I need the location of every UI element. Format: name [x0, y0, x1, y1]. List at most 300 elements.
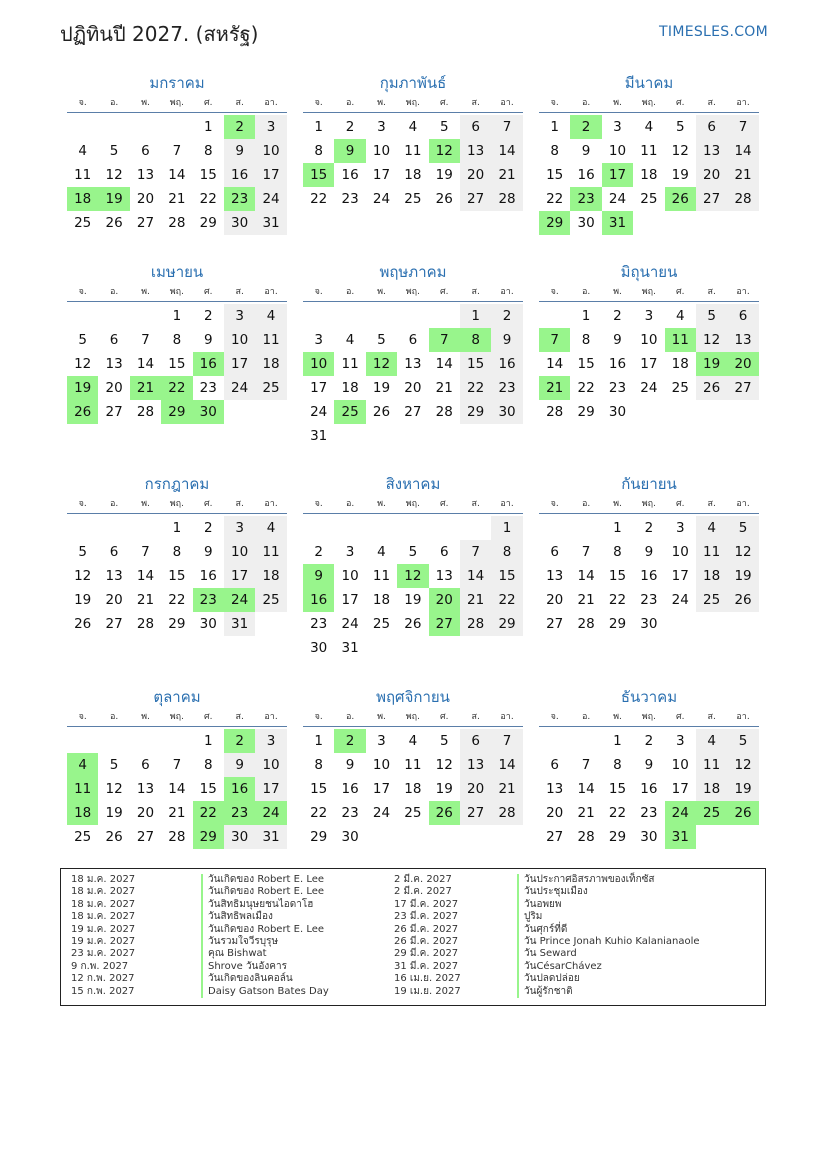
weekday-header [303, 708, 523, 727]
weekday-label: พฤ. [641, 98, 656, 108]
day-cell: 16 [491, 352, 522, 376]
weekday-header [539, 495, 759, 514]
day-cell: 14 [577, 781, 595, 797]
day-cell: 23 [640, 805, 658, 821]
empty-cell [130, 729, 161, 753]
day-cell: 7 [172, 757, 182, 773]
day-cell: 5 [439, 119, 449, 135]
weekday-label: อ. [345, 287, 355, 297]
day-cell: 27 [105, 404, 123, 420]
day-cell: 6 [460, 729, 491, 753]
day-cell: 9 [345, 757, 355, 773]
day-cell: 19 [404, 592, 422, 608]
month-name: สิงหาคม [385, 475, 441, 493]
day-cell: 1 [491, 516, 522, 540]
day-cell: 24 [310, 404, 328, 420]
day-cell: 21 [491, 777, 522, 801]
day-cell: 4 [644, 119, 654, 135]
month-name: พฤศจิกายน [376, 688, 450, 706]
holiday-day-cell: 29 [539, 211, 570, 235]
day-cell: 19 [435, 167, 453, 183]
weekday-label: อา. [264, 712, 278, 722]
day-cell: 13 [460, 753, 491, 777]
day-cell: 7 [460, 540, 491, 564]
day-cell: 22 [310, 191, 328, 207]
legend-date: 19 ม.ค. 2027 [71, 923, 136, 935]
day-cell: 8 [550, 143, 559, 159]
day-cell: 28 [136, 616, 155, 632]
legend-holiday-name: วันผู้รักชาติ [517, 986, 573, 998]
weekday-label: ศ. [439, 499, 449, 509]
day-cell: 21 [168, 191, 186, 207]
day-cell: 13 [546, 781, 564, 797]
holiday-day-cell: 26 [67, 400, 98, 424]
day-cell: 3 [675, 733, 685, 749]
weekday-label: อ. [345, 712, 355, 722]
day-cell: 10 [671, 544, 689, 560]
day-cell: 26 [727, 588, 758, 612]
empty-cell [460, 516, 491, 540]
day-cell: 10 [372, 143, 391, 159]
day-cell: 14 [491, 139, 522, 163]
day-cell: 11 [255, 540, 286, 564]
day-cell: 28 [491, 801, 522, 825]
day-cell: 31 [255, 825, 286, 849]
weekday-label: พ. [613, 712, 622, 722]
day-cell: 3 [345, 544, 355, 560]
day-cell: 24 [640, 380, 658, 396]
day-cell: 15 [199, 781, 217, 797]
day-cell: 1 [460, 304, 491, 328]
day-cell: 1 [314, 119, 323, 135]
weekday-label: พ. [613, 98, 622, 108]
legend-holiday-name: วันอพยพ [517, 899, 562, 911]
weekday-label: จ. [314, 712, 323, 722]
day-cell: 6 [141, 757, 150, 773]
empty-cell [397, 516, 428, 540]
day-cell: 28 [136, 404, 155, 420]
day-cell: 27 [404, 404, 422, 420]
day-cell: 27 [136, 829, 155, 845]
month-block [303, 261, 523, 448]
day-cell: 9 [203, 544, 213, 560]
day-cell: 9 [613, 332, 622, 348]
day-cell: 9 [581, 143, 591, 159]
day-cell: 2 [644, 520, 654, 536]
weekday-label: อา. [500, 499, 514, 509]
day-cell: 30 [224, 211, 255, 235]
day-cell: 14 [168, 167, 186, 183]
weekday-label: จ. [314, 98, 323, 108]
day-cell: 17 [310, 380, 328, 396]
holiday-day-cell: 11 [665, 328, 696, 352]
day-cell: 18 [640, 167, 658, 183]
day-cell: 4 [255, 516, 286, 540]
day-cell: 24 [224, 376, 255, 400]
day-cell: 26 [105, 215, 123, 231]
day-cell: 6 [460, 115, 491, 139]
holiday-day-cell: 7 [429, 328, 460, 352]
day-cell: 13 [696, 139, 727, 163]
legend-holiday-name: วันสิทธิพลเมือง [201, 911, 273, 923]
month-name: ตุลาคม [153, 688, 201, 706]
day-cell: 16 [199, 568, 217, 584]
day-cell: 25 [404, 191, 422, 207]
holiday-day-cell: 19 [98, 187, 129, 211]
weekday-label: ส. [707, 98, 716, 108]
day-grid [539, 729, 759, 849]
legend-date: 2 มี.ค. 2027 [394, 874, 452, 885]
day-cell: 16 [341, 167, 359, 183]
weekday-label: ส. [471, 499, 480, 509]
day-cell: 11 [341, 356, 359, 372]
day-cell: 16 [640, 781, 658, 797]
day-cell: 30 [577, 215, 595, 231]
day-cell: 6 [408, 332, 418, 348]
month-name: เมษายน [150, 263, 204, 281]
weekday-label: พฤ. [405, 287, 420, 297]
month-block [303, 72, 523, 211]
legend-date: 12 ก.พ. 2027 [71, 973, 135, 985]
site-brand[interactable]: TIMESLES.COM [659, 24, 768, 40]
weekday-label: ศ. [675, 98, 685, 108]
legend-date: 2 มี.ค. 2027 [394, 886, 452, 898]
day-cell: 10 [224, 540, 255, 564]
holiday-day-cell: 23 [224, 801, 255, 825]
weekday-label: อา. [500, 287, 514, 297]
holiday-day-cell: 12 [397, 564, 428, 588]
day-cell: 19 [372, 380, 391, 396]
day-cell: 27 [546, 616, 564, 632]
day-cell: 3 [675, 520, 685, 536]
day-cell: 20 [105, 380, 123, 396]
day-cell: 4 [675, 308, 685, 324]
day-cell: 29 [608, 829, 627, 845]
day-cell: 17 [671, 568, 689, 584]
day-cell: 4 [345, 332, 355, 348]
weekday-label: จ. [314, 499, 323, 509]
day-cell: 11 [640, 143, 658, 159]
holiday-day-cell: 16 [193, 352, 224, 376]
month-name: มีนาคม [624, 74, 674, 92]
weekday-label: ศ. [675, 712, 685, 722]
day-cell: 27 [460, 801, 491, 825]
empty-cell [366, 516, 397, 540]
day-cell: 2 [345, 119, 355, 135]
day-cell: 14 [491, 753, 522, 777]
day-cell: 1 [581, 308, 591, 324]
weekday-label: อ. [581, 499, 591, 509]
empty-cell [334, 304, 365, 328]
day-cell: 15 [608, 568, 627, 584]
month-block [67, 72, 287, 235]
day-cell: 25 [74, 215, 92, 231]
empty-cell [539, 516, 570, 540]
day-cell: 9 [644, 757, 654, 773]
weekday-label: อา. [736, 499, 750, 509]
holiday-day-cell: 4 [67, 753, 98, 777]
day-cell: 5 [439, 733, 449, 749]
day-grid [303, 729, 523, 849]
holiday-day-cell: 15 [303, 163, 334, 187]
weekday-label: อา. [264, 98, 278, 108]
legend-date: 16 เม.ย. 2027 [394, 973, 461, 985]
day-grid [303, 115, 523, 211]
day-cell: 4 [255, 304, 286, 328]
day-cell: 27 [136, 215, 155, 231]
day-cell: 14 [460, 564, 491, 588]
day-cell: 29 [199, 215, 217, 231]
weekday-label: พฤ. [169, 712, 184, 722]
day-cell: 6 [439, 544, 449, 560]
day-cell: 13 [546, 568, 564, 584]
day-cell: 22 [310, 805, 328, 821]
holiday-day-cell: 19 [67, 376, 98, 400]
day-cell: 15 [168, 568, 186, 584]
empty-cell [570, 729, 601, 753]
day-cell: 22 [608, 805, 627, 821]
holiday-day-cell: 29 [193, 825, 224, 849]
day-cell: 13 [105, 568, 123, 584]
weekday-label: พ. [377, 287, 386, 297]
day-cell: 7 [141, 332, 150, 348]
weekday-label: จ. [78, 712, 87, 722]
month-block [303, 473, 523, 660]
day-cell: 19 [435, 781, 453, 797]
legend-holiday-name: ปูริม [517, 911, 542, 923]
legend-holiday-name: วัน Prince Jonah Kuhio Kalanianaole [517, 936, 700, 948]
day-cell: 3 [255, 729, 286, 753]
empty-cell [98, 304, 129, 328]
day-cell: 13 [404, 356, 422, 372]
holiday-day-cell: 18 [67, 801, 98, 825]
day-cell: 31 [255, 211, 286, 235]
day-cell: 6 [550, 544, 559, 560]
day-cell: 29 [460, 400, 491, 424]
day-cell: 18 [404, 781, 422, 797]
day-cell: 2 [491, 304, 522, 328]
day-grid [67, 304, 287, 424]
day-cell: 19 [671, 167, 689, 183]
weekday-header [539, 708, 759, 727]
month-block [67, 473, 287, 636]
empty-cell [98, 516, 129, 540]
day-cell: 6 [727, 304, 758, 328]
day-cell: 13 [727, 328, 758, 352]
weekday-label: พฤ. [405, 712, 420, 722]
weekday-label: ส. [471, 287, 480, 297]
day-cell: 26 [105, 829, 123, 845]
weekday-label: ส. [235, 499, 244, 509]
day-cell: 11 [74, 167, 92, 183]
weekday-label: ส. [235, 287, 244, 297]
weekday-label: อ. [581, 712, 591, 722]
empty-cell [303, 304, 334, 328]
weekday-header [539, 283, 759, 302]
holiday-day-cell: 21 [130, 376, 161, 400]
weekday-header [303, 495, 523, 514]
day-cell: 31 [224, 612, 255, 636]
empty-cell [397, 304, 428, 328]
day-cell: 19 [727, 564, 758, 588]
day-cell: 15 [608, 781, 627, 797]
day-cell: 12 [105, 781, 123, 797]
day-cell: 24 [372, 191, 391, 207]
month-name: กุมภาพันธ์ [379, 74, 447, 92]
day-cell: 8 [613, 544, 622, 560]
day-cell: 2 [314, 544, 323, 560]
day-cell: 28 [491, 187, 522, 211]
legend-holiday-name: Shrove วันอังคาร [201, 961, 287, 973]
day-cell: 23 [341, 805, 359, 821]
weekday-label: จ. [550, 287, 559, 297]
empty-cell [67, 729, 98, 753]
holiday-day-cell: 2 [334, 729, 365, 753]
legend-date: 26 มี.ค. 2027 [394, 936, 459, 947]
weekday-label: พฤ. [169, 287, 184, 297]
legend-date: 15 ก.พ. 2027 [71, 985, 135, 997]
day-cell: 30 [310, 640, 328, 656]
month-name: กรกฎาคม [144, 475, 210, 493]
day-cell: 30 [224, 825, 255, 849]
day-cell: 21 [727, 163, 758, 187]
holiday-day-cell: 24 [224, 588, 255, 612]
legend-date: 17 มี.ค. 2027 [394, 898, 459, 910]
weekday-label: อา. [736, 98, 750, 108]
day-cell: 4 [78, 143, 87, 159]
legend-date: 19 ม.ค. 2027 [71, 936, 136, 947]
day-cell: 27 [727, 376, 758, 400]
day-cell: 31 [310, 428, 328, 444]
empty-cell [67, 304, 98, 328]
day-cell: 7 [491, 115, 522, 139]
day-cell: 5 [696, 304, 727, 328]
day-cell: 23 [310, 616, 328, 632]
day-cell: 8 [314, 143, 323, 159]
day-cell: 1 [172, 308, 182, 324]
day-cell: 5 [727, 516, 758, 540]
weekday-label: อา. [500, 712, 514, 722]
weekday-label: อ. [581, 98, 591, 108]
day-cell: 25 [255, 588, 286, 612]
legend-holiday-name: วันประชุมเมือง [517, 886, 588, 898]
weekday-label: พ. [141, 98, 150, 108]
day-grid [539, 115, 759, 235]
weekday-label: ศ. [203, 499, 213, 509]
day-cell: 3 [314, 332, 323, 348]
month-block [539, 686, 759, 849]
day-grid [539, 516, 759, 636]
day-cell: 12 [727, 753, 758, 777]
day-cell: 14 [727, 139, 758, 163]
day-cell: 9 [644, 544, 654, 560]
weekday-label: จ. [550, 499, 559, 509]
empty-cell [67, 516, 98, 540]
day-cell: 25 [404, 805, 422, 821]
holiday-day-cell: 19 [696, 352, 727, 376]
day-cell: 15 [168, 356, 186, 372]
holiday-day-cell: 17 [602, 163, 633, 187]
weekday-label: จ. [78, 98, 87, 108]
day-cell: 21 [491, 163, 522, 187]
day-cell: 14 [435, 356, 453, 372]
day-cell: 8 [203, 143, 213, 159]
day-cell: 25 [255, 376, 286, 400]
holiday-day-cell: 11 [67, 777, 98, 801]
weekday-label: ส. [707, 712, 716, 722]
day-cell: 12 [727, 540, 758, 564]
day-cell: 20 [460, 163, 491, 187]
day-cell: 8 [491, 540, 522, 564]
day-cell: 13 [136, 167, 155, 183]
day-cell: 18 [696, 777, 727, 801]
weekday-header [303, 94, 523, 113]
day-cell: 7 [727, 115, 758, 139]
weekday-label: จ. [314, 287, 323, 297]
legend-holiday-name: วันเกิดของลินคอล์น [201, 973, 293, 985]
weekday-label: อ. [345, 98, 355, 108]
day-cell: 17 [372, 781, 391, 797]
day-cell: 28 [577, 829, 595, 845]
day-cell: 24 [255, 187, 286, 211]
day-cell: 8 [172, 544, 182, 560]
day-cell: 11 [404, 757, 422, 773]
holiday-day-cell: 8 [460, 328, 491, 352]
day-cell: 4 [408, 119, 418, 135]
legend-date: 18 ม.ค. 2027 [71, 886, 136, 898]
day-cell: 1 [613, 520, 622, 536]
day-cell: 9 [491, 328, 522, 352]
legend-date: 23 มี.ค. 2027 [394, 911, 459, 923]
day-cell: 30 [491, 400, 522, 424]
day-cell: 3 [255, 115, 286, 139]
legend-date: 18 ม.ค. 2027 [71, 898, 136, 910]
day-cell: 9 [224, 753, 255, 777]
holiday-day-cell: 18 [67, 187, 98, 211]
day-cell: 23 [491, 376, 522, 400]
weekday-header [67, 283, 287, 302]
weekday-label: พ. [141, 499, 150, 509]
day-cell: 18 [404, 167, 422, 183]
day-cell: 30 [341, 829, 359, 845]
weekday-label: ส. [471, 98, 480, 108]
month-name: มกราคม [149, 74, 205, 92]
legend-holiday-name: วันศุกร์ที่ดี [517, 924, 567, 936]
day-cell: 13 [460, 139, 491, 163]
empty-cell [429, 304, 460, 328]
holiday-day-cell: 22 [193, 801, 224, 825]
day-cell: 2 [644, 733, 654, 749]
day-cell: 12 [74, 356, 92, 372]
weekday-label: พฤ. [169, 98, 184, 108]
day-cell: 11 [696, 540, 727, 564]
day-cell: 5 [675, 119, 685, 135]
day-cell: 14 [168, 781, 186, 797]
day-cell: 30 [608, 404, 627, 420]
day-cell: 28 [168, 829, 186, 845]
day-cell: 17 [255, 777, 286, 801]
day-cell: 1 [203, 733, 213, 749]
day-cell: 11 [696, 753, 727, 777]
weekday-label: ส. [707, 499, 716, 509]
day-cell: 17 [255, 163, 286, 187]
day-cell: 1 [203, 119, 213, 135]
day-cell: 31 [341, 640, 359, 656]
empty-cell [130, 304, 161, 328]
weekday-label: อ. [109, 499, 119, 509]
day-cell: 7 [491, 729, 522, 753]
holiday-day-cell: 23 [224, 187, 255, 211]
